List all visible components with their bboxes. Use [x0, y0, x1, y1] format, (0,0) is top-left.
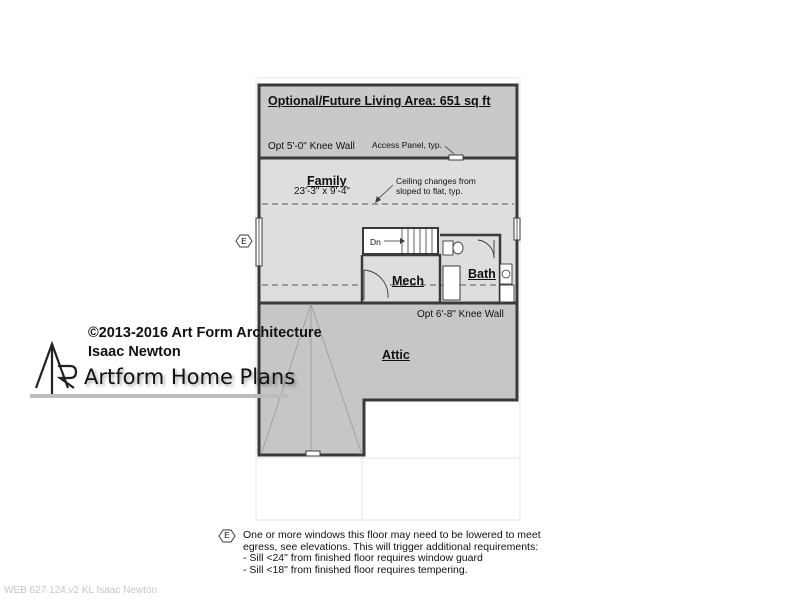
- ceiling-note-line2: sloped to flat, typ.: [396, 186, 463, 196]
- stair-down-label: Dn: [370, 237, 381, 247]
- egress-notes: [243, 530, 541, 576]
- access-panel-label: Access Panel, typ.: [372, 140, 442, 150]
- bath-label: Bath: [468, 267, 496, 281]
- artform-logo-mark: [36, 344, 76, 394]
- copyright-text: ©2013-2016 Art Form Architecture: [88, 325, 322, 341]
- note-line-3: - Sill <24" from finished floor requires window guard: [243, 552, 483, 564]
- owner-name: Isaac Newton: [88, 344, 181, 360]
- left-window: [256, 218, 262, 266]
- knee-wall-bottom-label: Opt 6'-8" Knee Wall: [417, 309, 504, 320]
- family-dimensions: 23'-3" x 9'-4": [294, 186, 350, 197]
- family-label: Family: [307, 174, 347, 188]
- egress-marker-letter: E: [241, 236, 247, 246]
- ceiling-note-line1: Ceiling changes from: [396, 176, 476, 186]
- note-line-1: One or more windows this floor may need to be lowered to meet: [243, 529, 541, 541]
- knee-wall-top-label: Opt 5'-0" Knee Wall: [268, 141, 355, 152]
- mech-label: Mech: [392, 274, 424, 288]
- access-panel-bottom: [306, 451, 320, 456]
- optional-area-title: Optional/Future Living Area: 651 sq ft: [268, 94, 491, 108]
- note-marker-letter: E: [224, 530, 230, 540]
- right-window: [514, 218, 520, 240]
- note-line-2: egress, see elevations. This will trigger additional requirements:: [243, 540, 539, 553]
- brand-name: Artform Home Plans: [84, 365, 296, 389]
- access-panel-top: [449, 155, 463, 160]
- note-line-4: - Sill <18" from finished floor requires tempering.: [243, 563, 468, 576]
- footer-reference: WEB 627 124.v2 KL Isaac Newton: [4, 585, 158, 596]
- logo-shadow-bar: [30, 394, 288, 398]
- attic-label: Attic: [382, 348, 410, 362]
